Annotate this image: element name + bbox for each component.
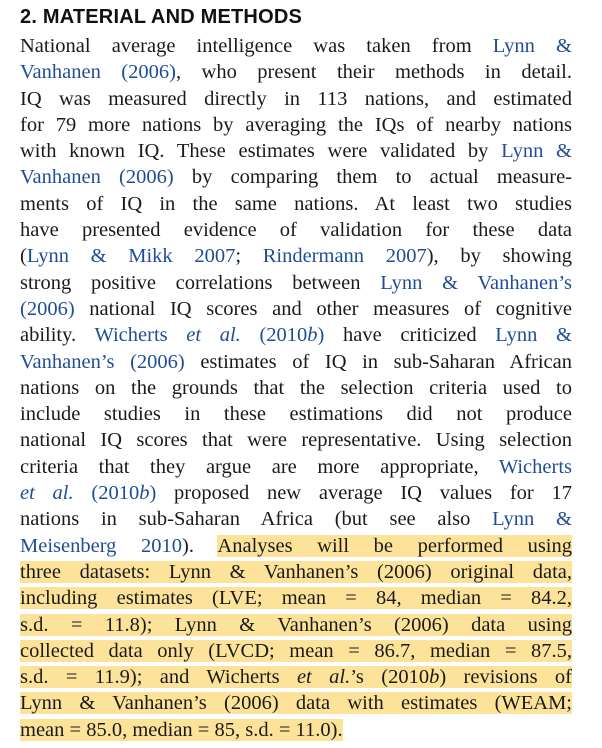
text-span: nations on the grounds that the selection criteria used to — [20, 376, 572, 399]
citation-link[interactable]: Lynn & — [495, 324, 573, 347]
citation-link[interactable]: Meisenberg 2010 — [20, 534, 182, 557]
citation-link[interactable]: et al. — [20, 482, 74, 505]
citation-link[interactable]: Lynn & — [492, 508, 572, 531]
citation-link[interactable]: Wicherts — [94, 324, 187, 347]
citation-link[interactable]: b — [139, 482, 150, 505]
highlighted-text: Lynn & Vanhanen’s (2006) data with estimates (WEAM; — [20, 692, 572, 715]
text-span: ). — [182, 534, 218, 557]
text-line — [20, 375, 572, 401]
text-line — [20, 585, 572, 611]
text-span: ability. — [20, 324, 95, 347]
text-line — [20, 138, 572, 164]
text-span: national IQ scores that were representative. Using selection — [20, 429, 572, 452]
highlighted-text: Analyses will be performed using — [217, 534, 572, 557]
citation-link[interactable]: Lynn & — [492, 35, 572, 57]
text-span: nations in sub-Saharan Africa (but see also — [20, 508, 493, 531]
text-line — [20, 112, 572, 138]
text-span: ments of IQ in the same nations. At least two studies — [20, 192, 572, 215]
text-line — [20, 401, 572, 427]
text-span: IQ was measured directly in 113 nations, and estimated — [20, 87, 572, 110]
text-span: criteria that they argue are more appropriate, — [20, 455, 499, 478]
text-span: National average intelligence was taken from — [20, 35, 493, 57]
highlighted-text: b — [429, 666, 440, 689]
citation-link[interactable]: Vanhanen’s (2006) — [20, 350, 185, 373]
text-span: by comparing them to actual measure- — [173, 166, 573, 189]
text-line — [20, 296, 572, 322]
citation-link[interactable]: Lynn & Mikk 2007 — [26, 245, 236, 268]
text-line — [20, 638, 572, 664]
text-span: strong positive correlations between — [20, 271, 381, 294]
text-span: for 79 more nations by averaging the IQs of nearby nations — [20, 113, 572, 136]
text-line — [20, 690, 572, 716]
text-span: with known IQ. These estimates were validated by — [20, 140, 502, 163]
text-line — [20, 217, 572, 243]
text-line — [20, 454, 572, 480]
citation-link[interactable]: Vanhanen (2006) — [20, 166, 174, 189]
highlighted-text: collected data only (LVCD; mean = 86.7, median = 87.5, — [20, 639, 572, 662]
highlighted-text: et al. — [296, 666, 351, 689]
text-span: ( — [20, 245, 27, 268]
text-span: national IQ scores and other measures of cognitive — [74, 297, 572, 320]
text-line — [20, 506, 572, 532]
text-line — [20, 191, 572, 217]
text-span: ; — [235, 245, 263, 268]
text-span: have presented evidence of validation for these data — [20, 219, 572, 242]
text-line — [20, 322, 572, 348]
citation-link[interactable]: ) — [317, 324, 325, 347]
highlighted-text: three datasets: Lynn & Vanhanen’s (2006) original data, — [20, 560, 572, 583]
citation-link[interactable]: et al. — [186, 324, 241, 347]
text-line — [20, 533, 572, 559]
text-span: estimates of IQ in sub-Saharan African — [184, 350, 572, 373]
citation-link[interactable]: Lynn & — [501, 140, 572, 163]
highlighted-text: s.d. = 11.8); Lynn & Vanhanen’s (2006) data using — [20, 613, 572, 636]
text-line — [20, 717, 572, 743]
text-line — [20, 164, 572, 190]
text-line — [20, 33, 572, 59]
text-line — [20, 559, 572, 585]
citation-link[interactable]: (2010 — [240, 324, 308, 347]
citation-link[interactable]: b — [307, 324, 318, 347]
text-span: proposed new average IQ values for 17 — [156, 482, 573, 505]
citation-link[interactable]: Rindermann 2007 — [262, 245, 427, 268]
highlighted-text: s.d. = 11.9); and Wicherts — [20, 666, 297, 689]
text-span: , who present their methods in detail. — [175, 61, 572, 84]
body-paragraph — [20, 33, 572, 743]
highlighted-text: ’s (2010 — [350, 666, 430, 689]
text-span: include studies in these estimations did not produce — [20, 403, 572, 426]
citation-link[interactable]: Wicherts — [498, 455, 572, 478]
citation-link[interactable]: (2006) — [20, 297, 75, 320]
citation-link[interactable]: Vanhanen (2006) — [20, 61, 176, 84]
text-line — [20, 612, 572, 638]
text-line — [20, 243, 572, 269]
citation-link[interactable]: ) — [149, 482, 157, 505]
highlighted-text: mean = 85.0, median = 85, s.d. = 11.0). — [20, 718, 343, 741]
text-line — [20, 86, 572, 112]
highlighted-text: ) revisions of — [439, 666, 573, 689]
citation-link[interactable]: (2010 — [73, 482, 140, 505]
highlighted-text: including estimates (LVE; mean = 84, median = 84.2, — [20, 587, 572, 610]
text-line — [20, 480, 572, 506]
section-heading: 2. MATERIAL AND METHODS — [20, 6, 303, 28]
text-line — [20, 349, 572, 375]
text-span: ), by showing — [426, 245, 572, 268]
text-line — [20, 59, 572, 85]
text-line — [20, 270, 572, 296]
citation-link[interactable]: Lynn & Vanhanen’s — [380, 271, 572, 294]
text-span: have criticized — [324, 324, 496, 347]
text-line — [20, 664, 572, 690]
text-line — [20, 427, 572, 453]
